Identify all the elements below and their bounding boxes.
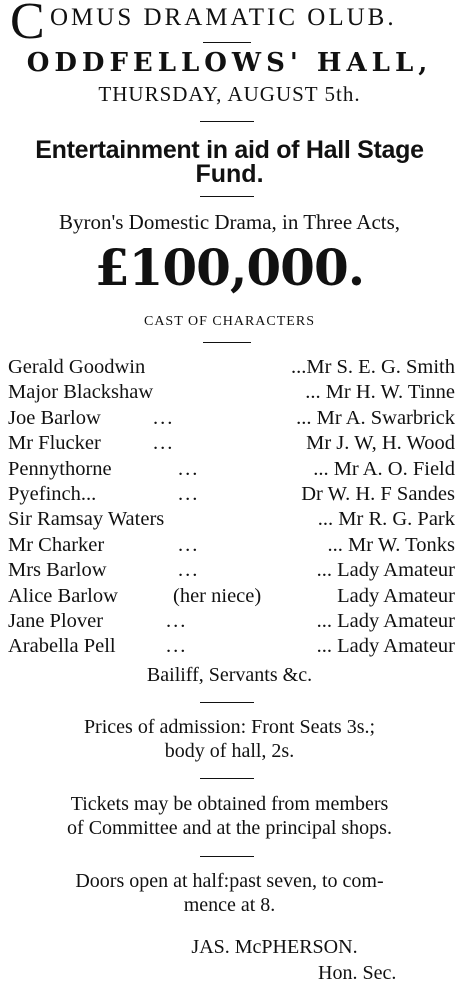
cast-row [8, 534, 455, 559]
actor-name: Lady Amateur [337, 584, 455, 607]
cast-row [8, 356, 455, 381]
cast-row [8, 585, 455, 610]
actor-name: ... Lady Amateur [316, 635, 455, 658]
leader-dots: ... [178, 533, 200, 556]
secretary-name: JAS. McPHERSON. [191, 936, 358, 958]
club-title [0, 0, 459, 50]
divider [200, 702, 254, 703]
cast-row [8, 407, 455, 432]
drama-description: Byron's Domestic Drama, in Three Acts, [58, 210, 401, 234]
actor-name: ... Mr W. Tonks [327, 533, 455, 556]
actor-name: ... Mr A. O. Field [313, 457, 455, 480]
actor-name: ... Mr A. Swarbrick [296, 406, 455, 429]
character-name: Arabella Pell [8, 635, 116, 658]
club-name: OMUS DRAMATIC OLUB. [50, 4, 397, 31]
leader-dots: ... [178, 457, 200, 480]
actor-name: ... Mr H. W. Tinne [305, 381, 455, 404]
character-name: Jane Plover [8, 609, 104, 632]
character-name: Alice Barlow [8, 584, 118, 607]
entertainment-line-2: Fund. [195, 160, 264, 188]
character-name: Mr Charker [8, 533, 105, 556]
prices-line-2: body of hall, 2s. [164, 740, 295, 762]
character-name: Pennythorne [8, 457, 112, 480]
divider [200, 121, 254, 122]
character-name: Sir Ramsay Waters [8, 508, 165, 531]
leader-dots: ... [153, 432, 175, 455]
leader-dots: ... [153, 406, 175, 429]
character-name: Gerald Goodwin [8, 356, 146, 378]
cast-row [8, 508, 455, 533]
cast-row [8, 483, 455, 508]
event-date: THURSDAY, AUGUST 5th. [98, 82, 361, 106]
cast-row [8, 559, 455, 584]
secretary-title: Hon. Sec. [318, 962, 397, 984]
divider [203, 42, 251, 43]
cast-row [8, 432, 455, 457]
cast-row [8, 458, 455, 483]
play-title: £100,000. [94, 238, 365, 297]
divider [200, 196, 254, 197]
divider [200, 856, 254, 857]
character-name: Mr Flucker [8, 432, 101, 455]
divider [203, 342, 251, 343]
leader-dots: ... [178, 482, 200, 505]
character-name: Pyefinch... [8, 482, 97, 505]
divider [200, 778, 254, 779]
cast-row [8, 381, 455, 406]
venue-title: ODDFELLOWS' HALL, [26, 48, 433, 78]
tickets-line-2: of Committee and at the principal shops. [67, 817, 392, 839]
cast-heading: CAST OF CHARACTERS [143, 314, 315, 329]
actor-name: Dr W. H. F Sandes [301, 482, 455, 505]
character-name: Mrs Barlow [8, 559, 107, 582]
character-name: Joe Barlow [8, 406, 101, 429]
extras-line: Bailiff, Servants &c. [146, 664, 313, 686]
cast-row [8, 610, 455, 635]
actor-name: Mr J. W, H. Wood [306, 432, 455, 455]
doors-line-2: mence at 8. [183, 894, 276, 916]
cast-row [8, 635, 455, 660]
doors-line-1: Doors open at half:past seven, to com- [75, 870, 384, 892]
tickets-line-1: Tickets may be obtained from members [70, 793, 389, 815]
leader-dots: ... [166, 635, 188, 658]
actor-name: ... Lady Amateur [316, 609, 455, 632]
character-name: Major Blackshaw [8, 381, 154, 404]
leader-dots: ... [166, 609, 188, 632]
drop-cap-initial: C [10, 0, 45, 50]
cast-list [8, 356, 455, 661]
actor-name: ... Lady Amateur [316, 559, 455, 582]
leader-dots: (her niece) [173, 584, 262, 607]
leader-dots: ... [178, 559, 200, 582]
actor-name: ...Mr S. E. G. Smith [290, 356, 455, 378]
prices-line-1: Prices of admission: Front Seats 3s.; [83, 716, 376, 738]
entertainment-line-1: Entertainment in aid of Hall Stage [35, 136, 424, 164]
actor-name: ... Mr R. G. Park [317, 508, 455, 531]
